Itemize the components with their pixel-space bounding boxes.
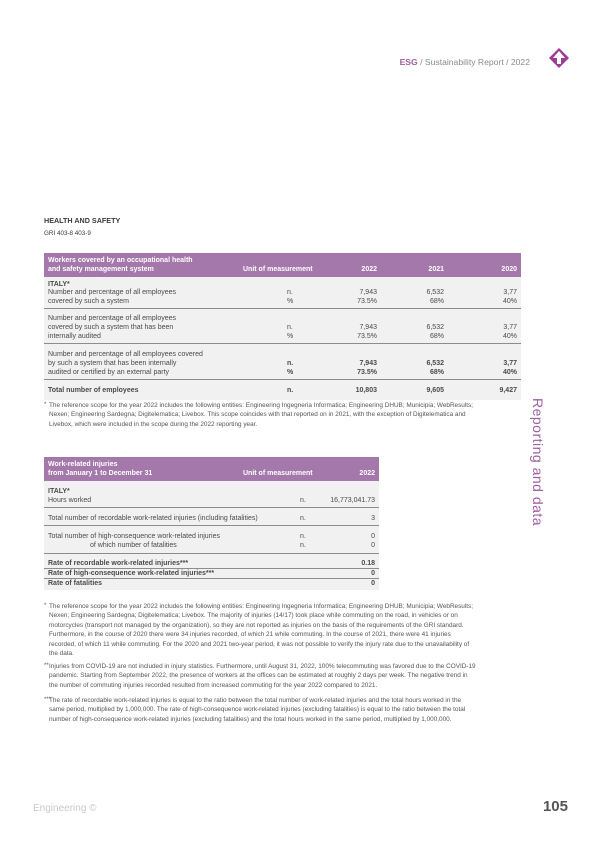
cell-2021: 6,532 (426, 324, 444, 331)
footnote-line: The reference scope for the year 2022 includes the following entities: Engineering Ingegneria Informatica; Engineering DHUB; Municipia; WebResults; (49, 402, 474, 409)
footnote-line: the data. (49, 650, 74, 658)
footnote-line: The rate of recordable work-related injuries is equal to the ratio between the total number of work-related injuries and the total hours worked in the (49, 697, 462, 704)
country-label: ITALY* (48, 488, 70, 495)
total-2021: 9,605 (426, 387, 444, 394)
header-unit: Unit of measurement (243, 470, 313, 477)
country-label: ITALY* (48, 281, 70, 288)
row-divider (44, 379, 521, 380)
cell-2022: 73.5% (357, 369, 377, 376)
row-label: Number and percentage of all employees (48, 315, 177, 322)
work-related-injuries-table (44, 457, 379, 590)
cell-2020: 3,77 (503, 289, 517, 296)
row-label: Hours worked (48, 497, 92, 504)
cell-2020: 3,77 (503, 360, 517, 367)
footnote-line: recorded, of which 11 while commuting. For the 2020 and 2021 two-year period, it was not possible to verify the injury rate due to the unavailability of (49, 640, 470, 648)
row-label: Total number of high-consequence work-related injuries (48, 533, 220, 540)
cell-2022: 73.5% (357, 298, 377, 305)
section-gri: GRI 403-8 403-9 (44, 230, 91, 237)
row-divider (44, 507, 379, 508)
total-2020: 9,427 (499, 387, 517, 394)
row-divider (44, 343, 521, 344)
cell-2020: 40% (502, 298, 517, 305)
row-label: covered by such a system (48, 298, 129, 305)
cell-2022: 7,943 (359, 324, 377, 331)
header-brand: ESG (399, 57, 418, 67)
cell-2020: 3,77 (503, 324, 517, 331)
row-unit: % (287, 298, 294, 305)
footnote-line: number of high-consequence work-related injuries (excluding fatalities) and the total hours worked in the same period, multiplied by 1,000,000. (49, 715, 452, 723)
row-label: by such a system that has been internally (48, 360, 177, 367)
row-unit: n. (287, 360, 294, 367)
cell-2022: 16,773,041.73 (330, 497, 375, 504)
footer-company: Engineering © (33, 803, 97, 814)
row-label: Number and percentage of all employees (48, 289, 177, 296)
engineering-logo-icon (548, 47, 570, 69)
section-title: HEALTH AND SAFETY (44, 216, 121, 225)
rate-value: 0 (371, 580, 375, 587)
row-unit: n. (300, 542, 306, 549)
row-unit: n. (300, 515, 306, 522)
cell-2020: 40% (502, 369, 517, 376)
row-label: internally audited (48, 333, 101, 340)
row-label: Number and percentage of all employees covered (48, 351, 203, 358)
row-unit: % (287, 369, 294, 376)
row-divider (44, 308, 521, 309)
cell-2021: 68% (429, 298, 444, 305)
rate-label: Rate of high-consequence work-related injuries*** (48, 570, 215, 577)
footnote-line: Furthermore, in the course of 2020 there were 34 injuries recorded, of which 21 while commuting. In the course of 2021, there were 41 injuries (49, 631, 451, 639)
header-2020: 2020 (501, 266, 517, 273)
row-unit: n. (300, 497, 306, 504)
footnote-mark: * (44, 603, 47, 609)
row-unit: n. (287, 324, 293, 331)
header-2022: 2022 (359, 470, 375, 477)
cell-2022: 0 (371, 533, 375, 540)
footnote-line: motorcycles (transport not managed by the organization), so they are not reported as injuries on the basis of the requirements of the GRI standard. (49, 621, 464, 629)
header-label-line1: Work-related injuries (48, 461, 118, 468)
footnote-line: The reference scope for the year 2022 includes the following entities: Engineering Ingegneria Informatica; Engineering DHUB; Municipia; WebResults; (49, 603, 474, 610)
footnote-line: Nexen; Engineering Sardegna; Digitelematica; Livebox. The majority of injuries (14/17) took place while commuting on the road, in vehicles or on (49, 612, 458, 620)
cell-2021: 6,532 (426, 360, 444, 367)
footnote-rate-definition (44, 696, 524, 724)
rate-label: Rate of fatalities (48, 580, 103, 587)
header-label-line2: from January 1 to December 31 (48, 470, 153, 477)
footnote-line: Nexen; Engineering Sardegna; Digitelematica; Livebox. This scope coincides with that reported on in 2021, with the exception of Digitelematica and (49, 411, 466, 419)
rate-value: 0 (371, 570, 375, 577)
page-number: 105 (542, 798, 568, 815)
footnote-line: Livebox, which were included in the scope during the 2022 reporting year. (49, 420, 258, 428)
header-unit: Unit of measurement (243, 266, 313, 273)
footnote-line: pandemic. Starting from September 2022, the presence of workers at the offices can be estimated at roughly 2 days per week. The negative trend in (49, 672, 468, 680)
header-2022: 2022 (361, 266, 377, 273)
footnote-line: same period, multiplied by 1,000,000. The rate of high-consequence work-related injuries (excluding fatalities) is equal to the ratio between the total (49, 706, 466, 714)
footnote-injuries-scope (44, 602, 524, 658)
cell-2021: 68% (429, 333, 444, 340)
header-separator: / (417, 57, 425, 67)
row-label: of which number of fatalities (90, 542, 177, 549)
cell-2022: 7,943 (359, 360, 377, 367)
cell-2022: 0 (371, 542, 375, 549)
cell-2021: 68% (429, 369, 444, 376)
footnote-line: Injuries from COVID-19 are not included in injury statistics. Furthermore, until August 31, 2022, 100% telecommuting was favored due to the COVID-19 (49, 663, 476, 670)
row-unit: n. (300, 533, 306, 540)
total-label: Total number of employees (48, 387, 139, 394)
row-label: audited or certified by an external party (48, 369, 170, 376)
footnote-mark: ** (44, 663, 49, 669)
total-2022: 10,803 (355, 387, 377, 394)
total-unit: n. (287, 387, 294, 394)
row-divider (44, 525, 379, 526)
rate-value: 0.18 (361, 560, 375, 567)
cell-2022: 73.5% (357, 333, 377, 340)
table-header (44, 457, 379, 481)
row-unit: % (287, 333, 294, 340)
header-title: Sustainability Report / 2022 (424, 57, 530, 67)
header-label-line2: and safety management system (48, 266, 154, 273)
side-section-label: Reporting and data (530, 398, 546, 527)
row-label: Total number of recordable work-related injuries (including fatalities) (48, 515, 258, 522)
footnote-covid (44, 662, 524, 690)
row-unit: n. (287, 289, 293, 296)
cell-2021: 6,532 (426, 289, 444, 296)
footnote-mark: * (44, 402, 47, 408)
row-label: covered by such a system that has been (48, 324, 174, 331)
row-divider (44, 553, 379, 554)
footnote-line: the number of commuting injuries recorded resulted from increased commuting for the year 2022 compared to 2021. (49, 681, 378, 689)
footnote-mark: *** (44, 697, 52, 703)
header-label-line1: Workers covered by an occupational health (48, 257, 193, 264)
table-header (44, 253, 521, 277)
report-header (400, 57, 530, 67)
header-2021: 2021 (428, 266, 444, 273)
footnote-scope (44, 401, 524, 429)
cell-2022: 3 (371, 515, 375, 522)
cell-2022: 7,943 (359, 289, 377, 296)
cell-2020: 40% (502, 333, 517, 340)
rate-label: Rate of recordable work-related injuries*** (48, 560, 189, 567)
workers-covered-table (44, 253, 521, 400)
